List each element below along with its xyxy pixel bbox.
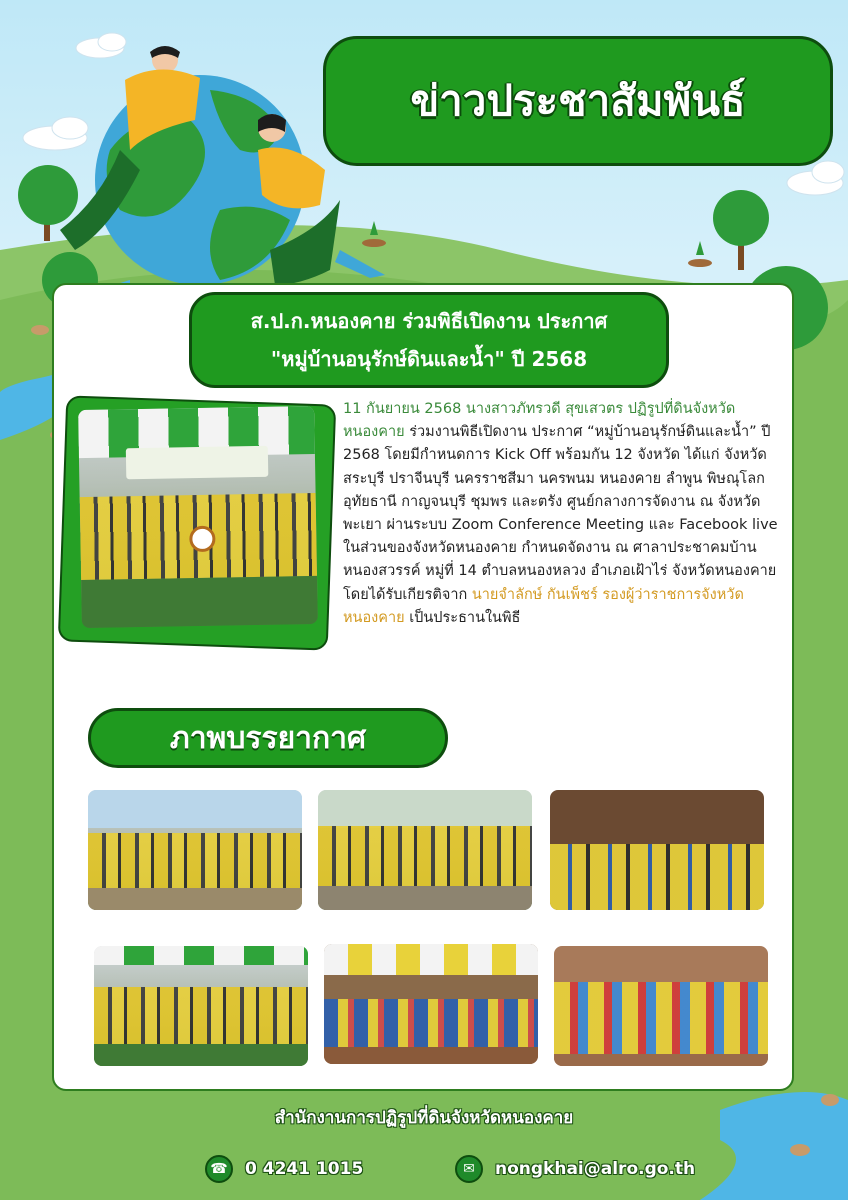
article-body [343, 398, 783, 630]
footer-office: สำนักงานการปฏิรูปที่ดินจังหวัดหนองคาย [274, 1108, 574, 1128]
email-address[interactable]: nongkhai@alro.go.th [495, 1159, 696, 1179]
headline-line-2: "หมู่บ้านอนุรักษ์ดินและน้ำ" ปี 2568 [270, 347, 588, 371]
gallery-photo-3 [550, 790, 764, 910]
article-guest: นายจำลักษ์ กันเพ็ชร์ รองผู้ว่าราชการจังหวัดหนองคาย [343, 586, 744, 626]
contact-email[interactable] [455, 1155, 695, 1183]
phone-icon: ☎ [205, 1155, 233, 1183]
article-person: นางสาวภัทรวดี สุขเสวตร ปฏิรูปที่ดินจังหวัดหนองคาย [343, 401, 736, 441]
header-title: ข่าวประชาสัมพันธ์ [410, 76, 746, 125]
gallery-photo-6 [554, 946, 768, 1066]
contact-phone[interactable] [205, 1155, 363, 1183]
email-icon: ✉ [455, 1155, 483, 1183]
gallery-photo-5 [324, 944, 538, 1064]
gallery-title: ภาพบรรยากาศ [88, 708, 448, 768]
main-photo [78, 406, 318, 628]
article-text-2: เป็นประธานในพิธี [409, 609, 521, 626]
gallery-photo-1 [88, 790, 302, 910]
gallery-photo-2 [318, 790, 532, 910]
headline-line-1: ส.ป.ก.หนองคาย ร่วมพิธีเปิดงาน ประกาศ [250, 309, 608, 333]
phone-number[interactable]: 0 4241 1015 [245, 1159, 364, 1179]
gallery-photo-4 [94, 946, 308, 1066]
headline-box [189, 292, 669, 388]
article-text-1: ร่วมงานพิธีเปิดงาน ประกาศ “หมู่บ้านอนุรักษ์ดินและน้ำ” ปี 2568 โดยมีกำหนดการ Kick Off พร้อมกัน 12 จังหวัด ได้แก่ จังหวัดสระบุรี ปราจีนบุรี นครราชสีมา นครพนม หนองคาย ลำพูน พิษณุโลก อุทัยธานี กาญจนบุรี ชุมพร และตรัง ศูนย์กลางการจัดงาน ณ จังหวัดพะเยา ผ่านระบบ Zoom Conference Meeting และ Facebook live ในส่วนของจังหวัดหนองคาย กำหนดจัดงาน ณ ศาลาประชาคมบ้านหนองสวรรค์ หมู่ที่ 14 ตำบลหนองหลวง อำเภอเฝ้าไร่ จังหวัดหนองคาย โดยได้รับเกียรติจาก [343, 424, 778, 603]
article-date: 11 กันยายน 2568 [343, 401, 462, 417]
header-title-box [323, 36, 833, 166]
